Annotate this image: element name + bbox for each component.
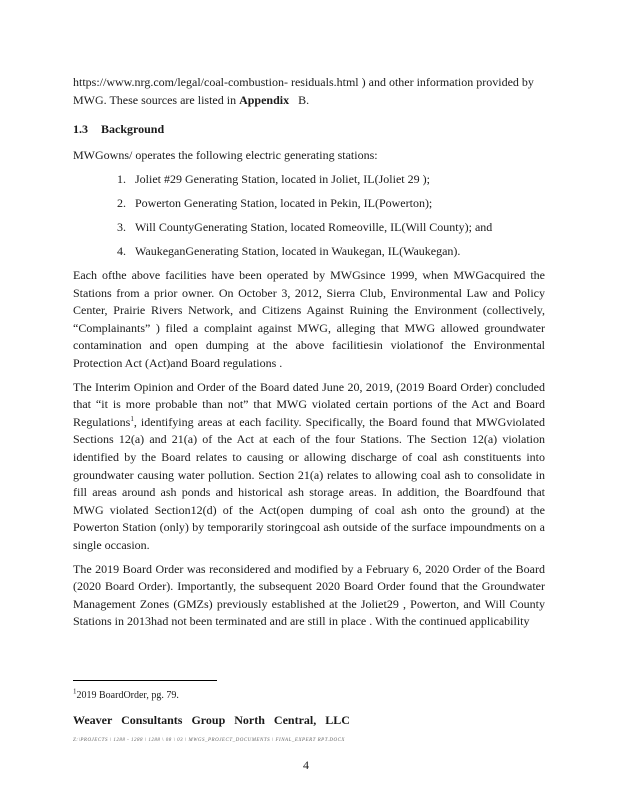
list-item-text: Powerton Generating Station, located in Pekin, IL(Powerton); bbox=[135, 196, 433, 210]
section-heading bbox=[73, 122, 164, 137]
list-item-number: 3. bbox=[117, 220, 126, 234]
footnote-text: 2019 BoardOrder, pg. 79. bbox=[76, 690, 179, 701]
section-title: Background bbox=[101, 122, 165, 136]
list-item-text: Will CountyGenerating Station, located Romeoville, IL(Will County); and bbox=[135, 220, 493, 234]
appendix-letter: B. bbox=[289, 92, 310, 107]
owns-statement: MWGowns/ operates the following electric generating stations: bbox=[73, 148, 378, 162]
file-path: Z:\PROJECTS \ 1288 - 1288 \ 1288 \ 08 \ 03 \ MWGS_PROJECT_DOCUMENTS \ FINAL_EXPERT RPT.DOCX bbox=[73, 738, 345, 743]
firm-name: Weaver Consultants Group North Central, LLC bbox=[73, 713, 350, 727]
paragraph-facilities: Each ofthe above facilities have been operated by MWGsince 1999, when MWGacquired the Stations from a prior owner. On October 3, 2012, Sierra Club, Environmental Law and Policy Center, Prairie Rivers Network, and Citizens Against Ruining the Environment (collectively, “Complainants” ) filed a complaint against MWG, alleging that MWG allowed groundwater contamination and open dumping at the above facilitiesin violationof the Environmental Protection Act (Act)and Board regulations . bbox=[73, 268, 545, 370]
intro-line-1: https://www.nrg.com/legal/coal-combustion- residuals.html ) and other information provided by bbox=[73, 75, 534, 89]
paragraph-board-order-part2: , identifying areas at each facility. Specifically, the Board found that MWGviolated Sections 12(a) and 21(a) of the Act at each of the four Stations. The Section 12(a) violation identified by the Board relates to causing or allowing discharge of coal ash constituents into groundwater causing water pollution. Section 21(a) relates to allowing coal ash to consolidate in fill areas around ash ponds and historical ash storage areas. In addition, the Boardfound that MWG violated Section12(d) of the Act(open dumping of coal ash onto the ground) at the Powerton Station (only) by temporarily storingcoal ash outside of the surface impoundments on a single occasion. bbox=[73, 414, 545, 552]
page-number: 4 bbox=[303, 758, 309, 772]
appendix-label: Appendix bbox=[239, 92, 290, 107]
intro-line-2-text: MWG. These sources are listed in bbox=[73, 92, 240, 107]
footnote-reference: 1 bbox=[130, 414, 134, 423]
list-item-number: 1. bbox=[117, 172, 126, 186]
paragraph-board-order-part1: The Interim Opinion and Order of the Board dated June 20, 2019, (2019 Board Order) concluded that “it is more probable than not” that MWG violated certain portions of the Act and Board Regulations bbox=[73, 379, 545, 429]
intro-paragraph bbox=[73, 74, 545, 109]
section-number: 1.3 bbox=[73, 122, 88, 136]
footnote-divider bbox=[73, 680, 217, 681]
list-item-text: WaukeganGenerating Station, located in Waukegan, IL(Waukegan). bbox=[135, 244, 461, 258]
body-paragraphs bbox=[73, 267, 545, 637]
list-item-number: 4. bbox=[117, 244, 126, 258]
footnote bbox=[73, 687, 179, 701]
paragraph-board-order bbox=[73, 379, 545, 555]
intro-line-2 bbox=[73, 92, 545, 110]
paragraph-reconsidered: The 2019 Board Order was reconsidered and modified by a February 6, 2020 Order of the Board (2020 Board Order). Importantly, the subsequent 2020 Board Order found that the Groundwater Management Zones (GMZs) previously established at the Joliet29 , Powerton, and Will County Stations in 2013had not been terminated and are still in place . With the continued applicability bbox=[73, 561, 545, 629]
list-item-number: 2. bbox=[117, 196, 126, 210]
footnote-number: 1 bbox=[73, 687, 77, 696]
list-item-text: Joliet #29 Generating Station, located in Joliet, IL(Joliet 29 ); bbox=[135, 172, 430, 186]
